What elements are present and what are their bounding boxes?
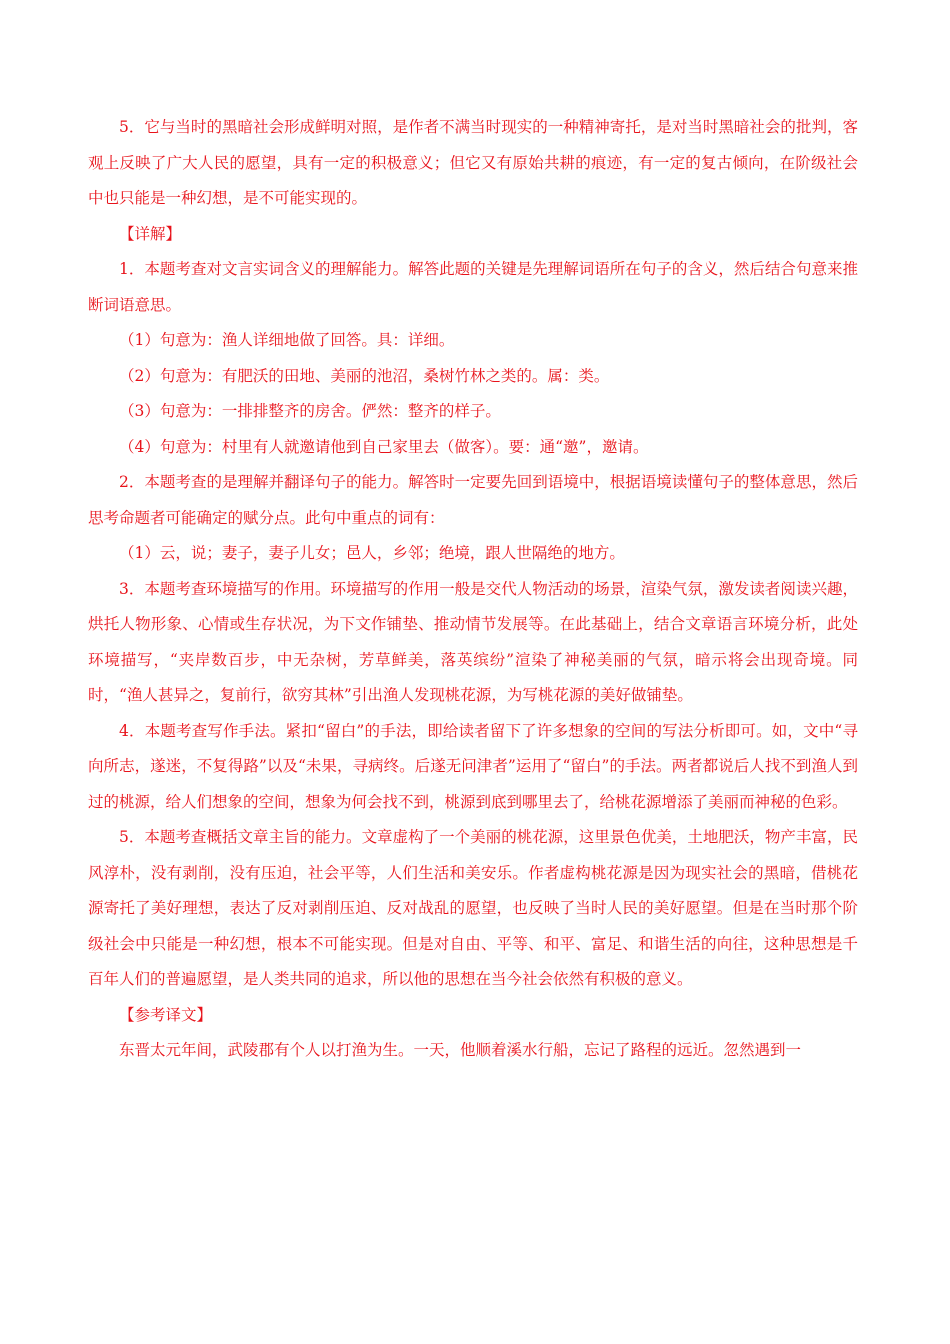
q1-item-1: （1）句意为：渔人详细地做了回答。具：详细。 xyxy=(119,331,455,349)
q3-explanation: 3．本题考查环境描写的作用。环境描写的作用一般是交代人物活动的场景，渲染气氛，激发读者阅读兴趣，烘托人物形象、心情或生存状况，为下文作铺垫、推动情节发展等。在此基础上，结合文章语言环境分析，此处环境描写，“夹岸数百步，中无杂树，芳草鲜美，落英缤纷”渲染了神秘美丽的气氛，暗示将会出现奇境。同时，“渔人甚异之，复前行，欲穷其林”引出渔人发现桃花源，为写桃花源的美好做铺垫。 xyxy=(88,579,858,704)
q4-explanation: 4．本题考查写作手法。紧扣“留白”的手法，即给读者留下了许多想象的空间的写法分析即可。如，文中“寻向所志，遂迷，不复得路”以及“未果，寻病终。后遂无问津者”运用了“留白”的手法。两者都说后人找不到渔人到过的桃源，给人们想象的空间，想象为何会找不到，桃源到底到哪里去了，给桃花源增添了美丽而神秘的色彩。 xyxy=(88,721,858,811)
q2-item-1: （1）云，说；妻子，妻子儿女；邑人，乡邻；绝境，跟人世隔绝的地方。 xyxy=(119,544,625,562)
q1-item-2: （2）句意为：有肥沃的田地、美丽的池沼，桑树竹林之类的。属：类。 xyxy=(119,366,610,385)
q1-explanation: 1．本题考查对文言实词含义的理解能力。解答此题的关键是先理解词语所在句子的含义，然后结合句意来推断词语意思。 xyxy=(88,260,858,314)
detail-heading: 【详解】 xyxy=(119,224,182,243)
translation-paragraph: 东晋太元年间，武陵郡有个人以打渔为生。一天，他顺着溪水行船，忘记了路程的远近。忽然遇到一 xyxy=(119,1041,802,1059)
document-body xyxy=(88,110,858,1069)
q5-explanation: 5．本题考查概括文章主旨的能力。文章虚构了一个美丽的桃花源，这里景色优美，土地肥沃，物产丰富，民风淳朴，没有剥削，没有压迫，社会平等，人们生活和美安乐。作者虚构桃花源是因为现实社会的黑暗，借桃花源寄托了美好理想，表达了反对剥削压迫、反对战乱的愿望，也反映了当时人民的美好愿望。但是在当时那个阶级社会中只能是一种幻想，根本不可能实现。但是对自由、平等、和平、富足、和谐生活的向往，这种思想是千百年人们的普遍愿望，是人类共同的追求，所以他的思想在当今社会依然有积极的意义。 xyxy=(88,828,858,988)
q1-item-4: （4）句意为：村里有人就邀请他到自己家里去（做客）。要：通“邀”，邀请。 xyxy=(119,437,649,456)
translation-heading: 【参考译文】 xyxy=(119,1005,213,1024)
q1-item-3: （3）句意为：一排排整齐的房舍。俨然：整齐的样子。 xyxy=(119,402,501,420)
answer-5-paragraph: 5．它与当时的黑暗社会形成鲜明对照，是作者不满当时现实的一种精神寄托，是对当时黑暗社会的批判，客观上反映了广大人民的愿望，具有一定的积极意义；但它又有原始共耕的痕迹，有一定的复古倾向，在阶级社会中也只能是一种幻想，是不可能实现的。 xyxy=(88,118,858,207)
q2-explanation: 2．本题考查的是理解并翻译句子的能力。解答时一定要先回到语境中，根据语境读懂句子的整体意思，然后思考命题者可能确定的赋分点。此句中重点的词有： xyxy=(88,473,858,527)
